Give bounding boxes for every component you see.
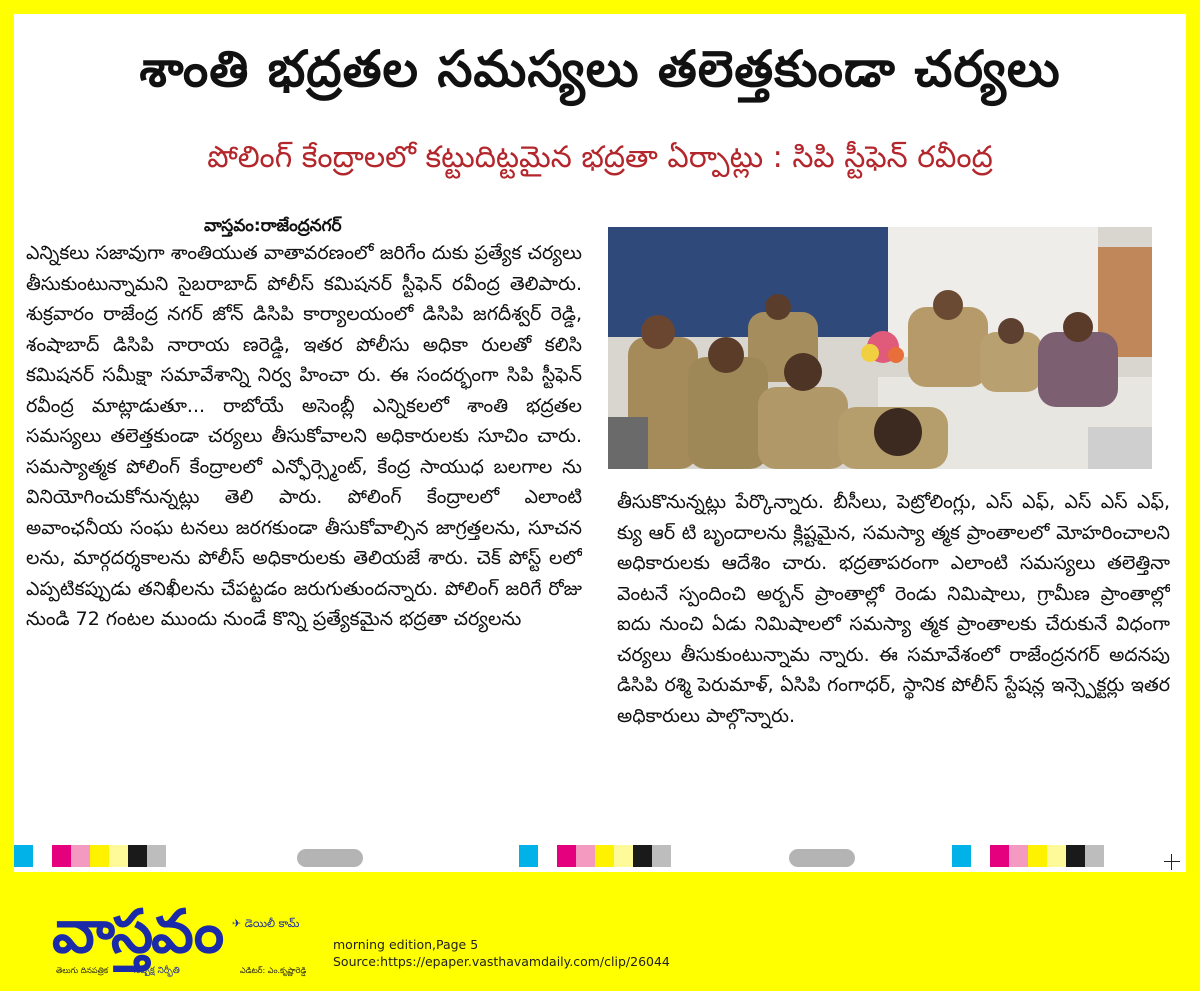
article-body-left-column: ఎన్నికలు సజావుగా శాంతియుత వాతావరణంలో జరిగేం దుకు ప్రత్యేక చర్యలు తీసుకుంటున్నామని సైబరాబాద్ పోలీస్ కమిషనర్ స్టీఫెన్ రవీంద్ర తెలిపారు. శుక్రవారం రాజేంద్ర నగర్ జోన్ డిసిపి కార్యాలయంలో డిసిపి జగదీశ్వర్ రెడ్డి, శంషాబాద్ డిసిపి నారాయ ణరెడ్డి, ఇతర పోలీసు అధికా రులతో కలిసి కమిషనర్ సమీక్షా సమావేశాన్ని నిర్వ హించా రు. ఈ సందర్భంగా సిపి స్టీఫెన్ రవీంద్ర మాట్లాడుతూ... రాబోయే అసెంబ్లీ ఎన్నికలలో శాంతి భద్రతల సమస్యలు తలెత్తకుండా చర్యలు తీసుకోవాలని అధికారులకు సూచిం చారు. సమస్యాత్మక పోలింగ్ కేంద్రాలలో ఎన్ఫోర్స్మెంట్, కేంద్ర సాయుధ బలగాల ను వినియోగించుకోనున్నట్లు తెలి పారు. పోలింగ్ కేంద్రాలలో ఎలాంటి అవాంఛనీయ సంఘ టనలు జరగకుండా తీసుకోవాల్సిన జాగ్రత్తలను, సూచన లను, మార్గదర్శకాలను పోలీస్ అధికారులకు తెలియజే శారు. చెక్ పోస్ట్ లలో ఎప్పటికప్పుడు తనిఖీలను చేపట్టడం జరుగుతుందన్నారు. పోలింగ్ జరిగే రోజు నుండి 72 గంటల ముందు నుండే కొన్ని ప్రత్యేకమైన భద్రతా చర్యలను — [26, 242, 582, 630]
headline: శాంతి భద్రతల సమస్యలు తలెత్తకుండా చర్యలు — [139, 40, 1061, 98]
logo-tagline-editor: ఎడిటర్: ఎం.కృష్ణారెడ్డి — [240, 966, 307, 975]
logo-daily-com — [232, 918, 302, 930]
meeting-photo — [608, 227, 1152, 469]
source-info — [333, 936, 670, 970]
registration-colour-strip-left — [14, 845, 166, 867]
logo-tagline-mid: నిష్పక్ష నిర్భీతి — [134, 966, 180, 976]
article-clip — [14, 14, 1186, 872]
article-body-right-column: తీసుకొనున్నట్లు పేర్కొన్నారు. బీసీలు, పెట్రోలింగ్లు, ఎస్ ఎఫ్, ఎస్ ఎస్ ఎఫ్, క్యు ఆర్ టి బృందాలను క్లిష్టమైన, సమస్యా త్మక ప్రాంతాలలో మోహరించాలని అధికారులకు ఆదేశిం చారు. భద్రతాపరంగా ఎలాంటి సమస్యలు తలెత్తినా వెంటనే స్పందించి అర్బన్ ప్రాంతాల్లో రెండు నిమిషాలు, గ్రామీణ ప్రాంతాల్లో ఐదు నుంచి ఏడు నిమిషాలలో సమస్యా త్మక ప్రాంతాలకు చేరుకునే విధంగా చర్యలు తీసుకుంటున్నామ న్నారు. ఈ సమావేశంలో రాజేంద్రనగర్ అదనపు డిసిపి రశ్మి పెరుమాళ్, ఏసిపి గంగాధర్, స్థానిక పోలీస్ స్టేషన్ల ఇన్స్పెక్టర్లు ఇతర అధికారులు పాల్గొన్నారు. — [617, 491, 1170, 727]
newspaper-logo: వాస్తవం — [52, 897, 223, 967]
logo-sub-text: డెయిలీ కామ్ — [244, 917, 300, 930]
police-meeting-photo-illustration — [608, 227, 1152, 469]
registration-colour-strip-right — [952, 845, 1104, 867]
registration-colour-strip-middle — [519, 845, 671, 867]
registration-mark-pill — [789, 849, 855, 867]
dateline: వాస్తవం:రాజేంద్రనగర్ — [204, 216, 342, 236]
logo-tagline-left: తెలుగు దినపత్రిక — [56, 966, 109, 975]
subheadline: పోలింగ్ కేంద్రాలలో కట్టుదిట్టమైన భద్రతా ఏర్పాట్లు : సిపి స్టీఫెన్ రవీంద్ర — [207, 140, 993, 175]
bird-icon: ✈ — [232, 917, 242, 930]
edition-text: morning edition,Page 5 — [333, 937, 479, 952]
crop-crosshair-icon — [1164, 854, 1180, 870]
source-link[interactable]: Source:https://epaper.vasthavamdaily.com/clip/26044 — [333, 954, 670, 969]
registration-mark-pill — [297, 849, 363, 867]
